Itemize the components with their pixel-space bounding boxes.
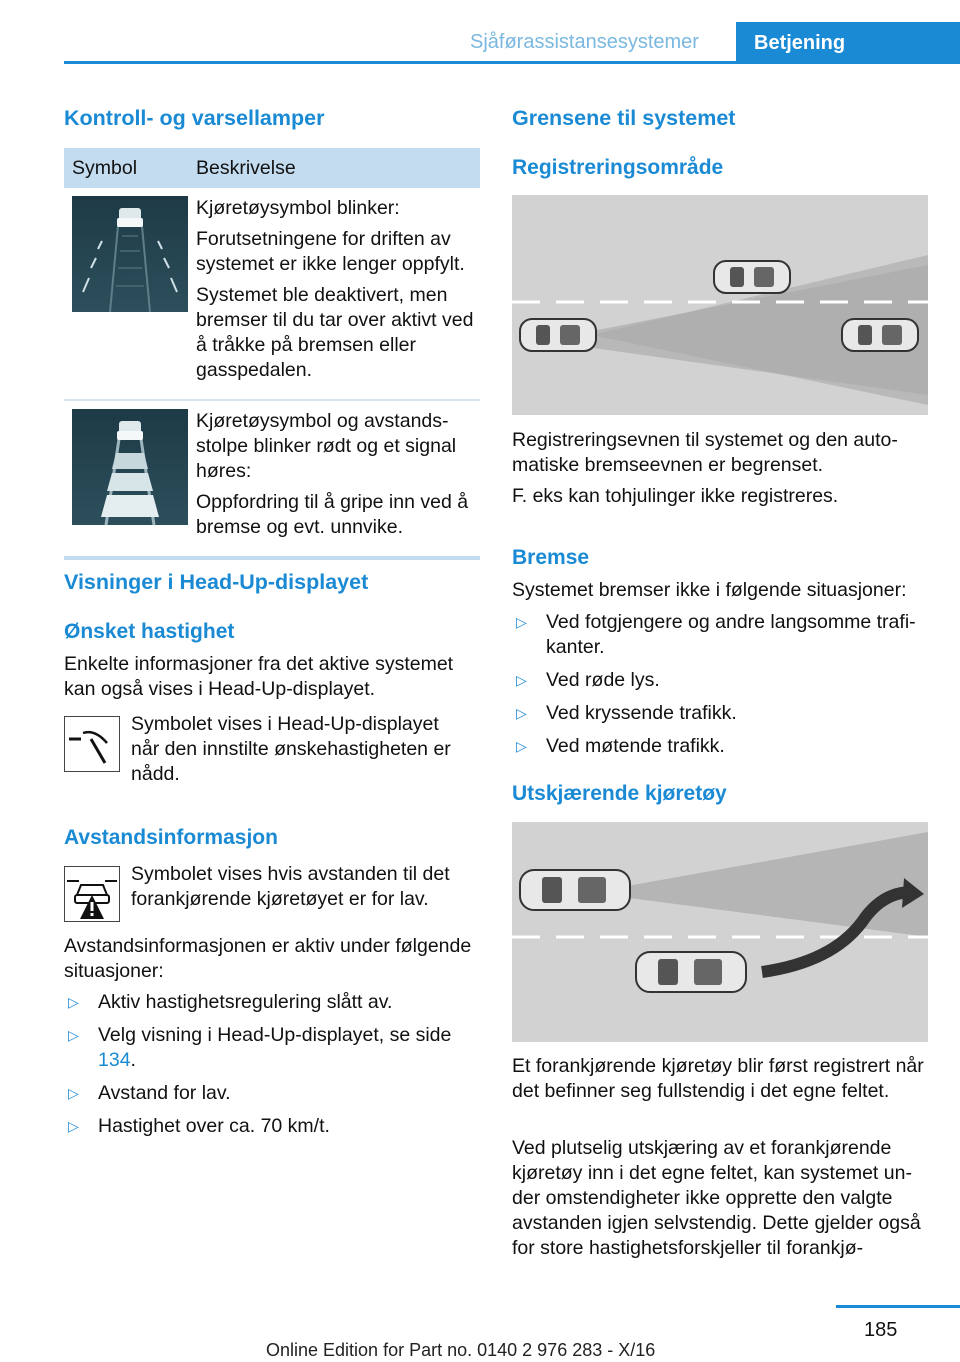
- table-header: [64, 148, 480, 188]
- page-reference-link[interactable]: 134: [98, 1049, 131, 1071]
- brake-exceptions-list: [512, 610, 932, 767]
- brake-intro-text: Systemet bremser ikke i følgende situasjoner:: [512, 579, 907, 601]
- list-item: ▷ Ved kryssende trafikk.: [512, 701, 932, 726]
- speed-reached-icon: [64, 716, 120, 772]
- car-icon: [842, 319, 918, 351]
- distance-warning-box: [64, 866, 120, 922]
- detection-text-1: Registreringsevnen til systemet og den automatiske bremseevnen er begrenset.: [512, 429, 898, 476]
- list-item: ▷ Avstand for lav.: [64, 1081, 480, 1106]
- cutting-vehicle-text-1: Et forankjørende kjøretøy blir først registrert når det befinner seg fullstendig i det egne feltet.: [512, 1055, 924, 1102]
- list-item: ▷ Aktiv hastighetsregulering slått av.: [64, 990, 480, 1015]
- detection-range-illustration: [512, 195, 928, 415]
- list-item: ▷ Velg visning i Head-Up-displayet, se side 134.: [64, 1023, 480, 1073]
- vehicle-warning-symbol-icon: [72, 196, 188, 312]
- cut-out-vehicle-illustration: [512, 822, 928, 1042]
- heading-system-limits: Grensene til systemet: [512, 106, 736, 130]
- footer-rule: [836, 1305, 960, 1308]
- bullet-triangle-icon: ▷: [68, 1085, 79, 1101]
- header-chapter-tab: Betjening: [736, 22, 960, 62]
- page-number: 185: [864, 1319, 898, 1341]
- bullet-triangle-icon: ▷: [516, 705, 527, 721]
- header-rule: [64, 61, 960, 64]
- symbol-table: [64, 148, 480, 560]
- subheading-brake: Bremse: [512, 546, 590, 569]
- footer-edition: Online Edition for Part no. 0140 2 976 283 - X/16: [266, 1340, 656, 1360]
- row2-text-2: Oppfordring til å gripe inn ved å bremse og evt. unnvike.: [196, 491, 469, 538]
- table-header-symbol: Symbol: [72, 156, 138, 179]
- distance-icon-description: Symbolet vises hvis avstanden til det forankjørende kjøretøyet er for lav.: [131, 863, 450, 910]
- distance-conditions-list: [64, 990, 480, 1147]
- list-item: ▷ Hastighet over ca. 70 km/t.: [64, 1114, 480, 1139]
- subheading-cutting-vehicle: Utskjærende kjøretøy: [512, 782, 727, 805]
- bullet-triangle-icon: ▷: [68, 1027, 79, 1043]
- table-row: [64, 401, 480, 556]
- row1-text-1: Kjøretøysymbol blinker:: [196, 197, 400, 219]
- list-item: ▷ Ved møtende trafikk.: [512, 734, 932, 759]
- desired-speed-text: Enkelte informasjoner fra det aktive systemet kan også vises i Head-Up-displayet.: [64, 653, 454, 700]
- car-distance-warning-icon: [65, 867, 119, 921]
- heading-hud-views: Visninger i Head-Up-displayet: [64, 570, 369, 594]
- car-icon: [636, 952, 746, 992]
- distance-info-text: Avstandsinformasjonen er aktiv under følgende situasjoner:: [64, 935, 472, 982]
- car-icon: [520, 870, 630, 910]
- car-icon: [520, 319, 596, 351]
- cutting-vehicle-text-2: Ved plutselig utskjæring av et forankjørende kjøretøy inn i det egne feltet, kan systemet under omstendigheter ikke opprette den valgte avstanden igjen selvstendig. Dette gjelder også for store hastighetsforskjeller til forankjø-: [512, 1137, 921, 1259]
- distance-bar-warning-icon: [72, 409, 188, 525]
- list-item: ▷ Ved fotgjengere og andre langsomme trafikanter.: [512, 610, 932, 660]
- heading-control-lamps: Kontroll- og varsellamper: [64, 106, 325, 130]
- row1-text-3: Systemet ble deaktivert, men bremser til du tar over aktivt ved å tråkke på bremsen eller gasspedalen.: [196, 284, 474, 381]
- header-section-title: Sjåførassistansesystemer: [470, 31, 699, 53]
- subheading-distance-info: Avstandsinformasjon: [64, 826, 278, 849]
- bullet-triangle-icon: ▷: [516, 672, 527, 688]
- car-icon: [714, 261, 790, 293]
- bullet-triangle-icon: ▷: [516, 614, 527, 630]
- detection-text-2: F. eks kan tohjulinger ikke registreres.: [512, 485, 839, 507]
- list-item: ▷ Ved røde lys.: [512, 668, 932, 693]
- speed-icon-description: Symbolet vises i Head-Up-displayet når den innstilte ønskehastigheten er nådd.: [131, 713, 451, 785]
- table-bottom-rule: [64, 556, 480, 560]
- table-row: [64, 188, 480, 401]
- bullet-triangle-icon: ▷: [516, 738, 527, 754]
- bullet-triangle-icon: ▷: [68, 1118, 79, 1134]
- row2-text-1: Kjøretøysymbol og avstandsstolpe blinker rødt og et signal høres:: [196, 410, 457, 482]
- subheading-detection-range: Registreringsområde: [512, 156, 724, 179]
- subheading-desired-speed: Ønsket hastighet: [64, 620, 235, 643]
- bullet-triangle-icon: ▷: [68, 994, 79, 1010]
- row1-text-2: Forutsetningene for driften av systemet er ikke lenger oppfylt.: [196, 228, 465, 275]
- table-header-description: Beskrivelse: [196, 156, 296, 179]
- speedometer-needle-icon: [65, 717, 119, 771]
